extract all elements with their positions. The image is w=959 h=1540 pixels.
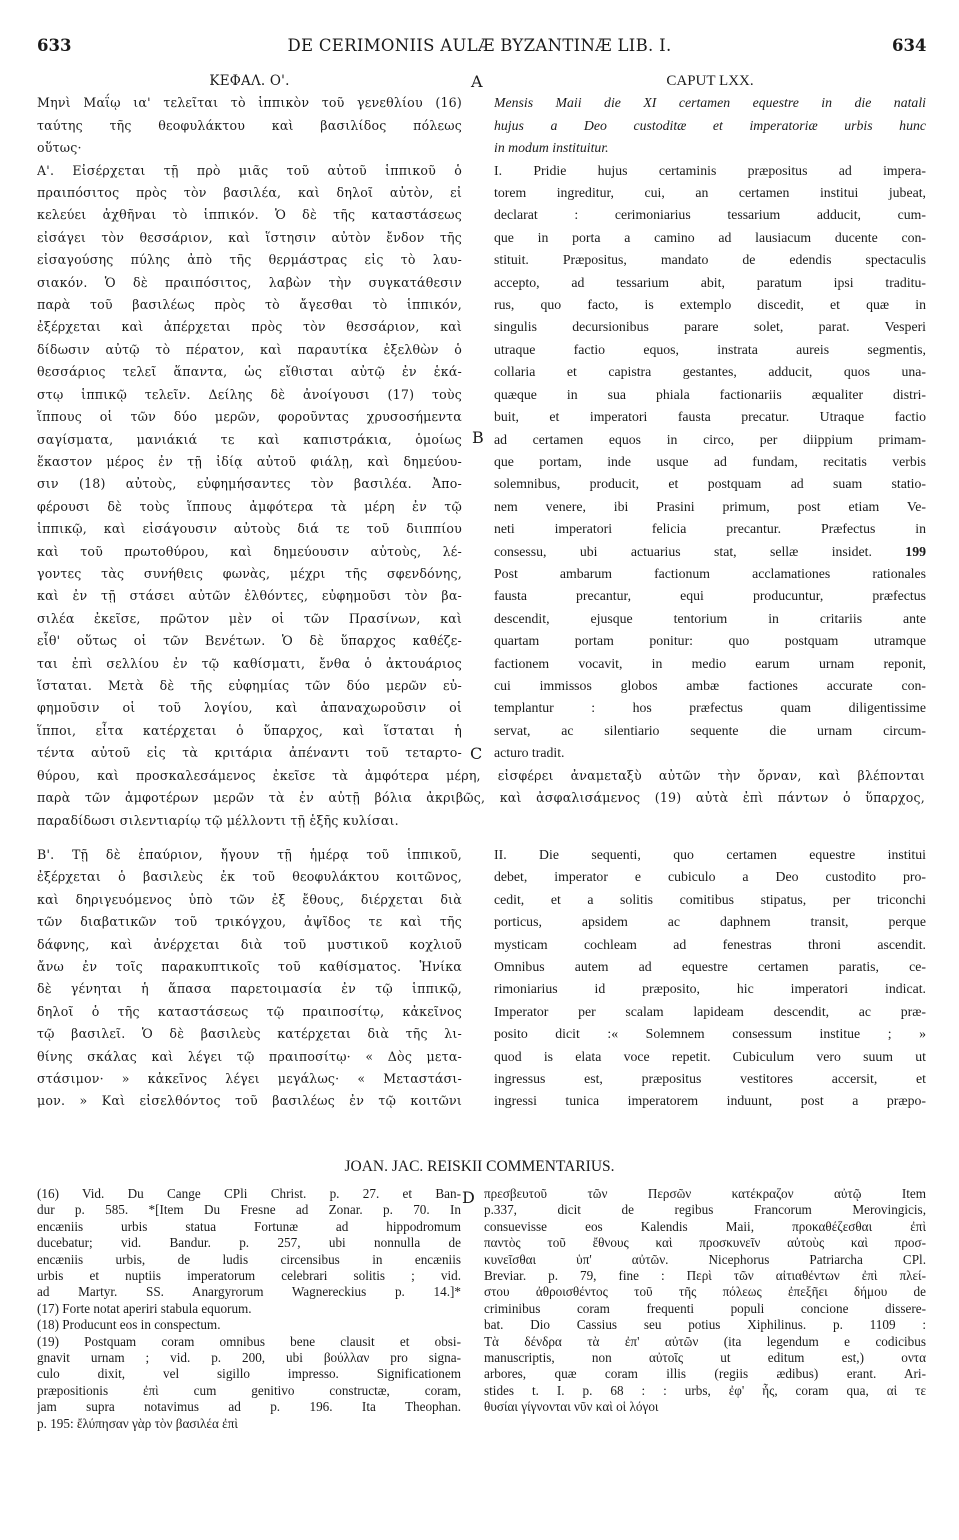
greek-chapter-heading: ΚΕΦΑΛ. Ο'. xyxy=(209,73,290,89)
greek-text-line: πραιπόσιτος πρὸς τὸν βασιλέα, καὶ δηλοῖ αὐτὸν, εἰ xyxy=(37,185,462,201)
greek-text-line: σιν (18) αὐτοὺς, εὐφημήσαντες τὸν βασιλέα. Ἀπο- xyxy=(37,476,462,492)
footnote-line: ducebatur; vid. Bandur. p. 257, ubi nonnulla de xyxy=(37,1235,461,1251)
greek-text-line: ἄνω ἐν τοῖς παρακυπτικοῖς τοῦ καθίσματος. Ἡνίκα xyxy=(37,959,462,975)
footnote-line: p.337, dicit de regibus Francorum Merovingicis, xyxy=(484,1202,926,1218)
greek-text-line: καὶ δηριγευόμενος ὑπὸ τῶν ἐξ ἔθους, διέρχεται διὰ xyxy=(37,891,462,907)
greek-text-line: εἰσάγει τὸν θεσσάριον, καὶ ἵστησιν αὐτὸν ἔνδον τῆς xyxy=(37,229,462,245)
greek-text-line: ἱππικῷ, καὶ εἰσάγουσιν αὐτοὺς διά τε τοῦ διιππίου xyxy=(37,521,462,537)
latin-text-line: cedit, et a solitis comitibus stipatus, per triconchi xyxy=(494,891,926,907)
latin-text-line: quæque in sua phiala factionariis æqualiter distri- xyxy=(494,386,926,402)
latin-text-line: fausta precantur, equi producuntur, præfectus xyxy=(494,588,926,604)
footnote-line: στου ἀθροισθέντος τοῦ τῆς πόλεως ἐπεξῆει δήμου de xyxy=(484,1284,926,1300)
greek-text-line: παρὰ τοῦ βασιλέως πρὸς τὸ ἄγεσθαι τὸ ἱππικόν, xyxy=(37,297,462,313)
greek-text-line: ἕκαστον μέρος ἐν τῇ ἰδίᾳ αὐτοῦ φιάλῃ, καὶ δημεύου- xyxy=(37,453,462,469)
footnote-line: dur p. 585. *[Item Du Fresne ad Zonar. p. 70. In xyxy=(37,1202,461,1218)
latin-text-line: descendit, ejusque tentorium in critariis ante xyxy=(494,610,926,626)
greek-text-line: σαγίσματα, μανιάκιά τε καὶ καπιστράκια, ὁμοίως xyxy=(37,431,462,447)
greek-text-line: γοντες τὰς συνήθεις φωνὰς, μέχρι τῆς σφενδόνης, xyxy=(37,565,462,581)
footnote-line: Τὰ δένδρα τὰ ἐπ' αὐτῶν (ita legendum e codicibus xyxy=(484,1333,926,1349)
greek-text-line: ταύτης τῆς θεοφυλάκτου καὶ βασιλίδος πόλεως xyxy=(37,117,462,133)
greek-text-line: φημοῦσιν οἱ τοῦ λογίου, καὶ ἀπαναχωροῦσιν οἱ xyxy=(37,700,462,716)
footnote-line: jam supra notavimus ad p. 196. Ita Theophan. xyxy=(37,1399,461,1415)
greek-text-line: σιλέα ἐκεῖσε, πρῶτον μὲν οἱ τῶν Πρασίνων, καὶ xyxy=(37,610,462,626)
latin-text-line: Omnibus autem ad equestre certamen paratis, ce- xyxy=(494,959,926,975)
latin-text-line: neti imperatori felicia precantur. Præfectus in xyxy=(494,521,926,537)
greek-full-line: παραδίδωσι σιλεντιαρίῳ τῷ μέλλοντι τῇ ἑξῆς κυλίσαι. xyxy=(37,812,399,828)
latin-text-line: factionem vocavit, in medio earum urnam reponit, xyxy=(494,655,926,671)
footnote-line: ad Martyr. SS. Anargyrorum Wagnereckius p. 14.]* xyxy=(37,1284,461,1300)
latin-text-line xyxy=(494,541,926,563)
latin-text-line: ingressus est, præpositus vestitores accersit, et xyxy=(494,1071,926,1087)
greek-text-line: καὶ ἐν τῇ στάσει αὐτῶν ἐλθόντες, εὐφημοῦσι τὸν βα- xyxy=(37,588,462,604)
footnote-line: Breviar. p. 79, fine : Περὶ τῶν αἰτιαθέντων ἐπὶ πλεί- xyxy=(484,1268,926,1284)
section-marker-a: A xyxy=(471,72,483,91)
footnote-line: præpositionis ἐπὶ cum genitivo constructæ, coram, xyxy=(37,1382,461,1398)
latin-text-line: rimoniarius id præposito, hic imperatori indicat. xyxy=(494,981,926,997)
greek-text-line: κελεύει ἀχθῆναι τὸ ἱππικόν. Ὁ δὲ τῆς καταστάσεως xyxy=(37,207,462,223)
latin-text-line: nem venere, ibi Prasini primum, post etiam Ve- xyxy=(494,498,926,514)
latin-text-line: que portam, inde usque ad fundam, recitatis verbis xyxy=(494,453,926,469)
footnote-line: arbores, quæ coram illis (regiis ædibus) erant. Ari- xyxy=(484,1366,926,1382)
latin-chapter-heading: CAPUT LXX. xyxy=(666,73,754,89)
greek-text-line: εἶθ' οὕτως οἱ τῶν Βενέτων. Ὁ δὲ ὕπαρχος καθέζε- xyxy=(37,633,462,649)
greek-text-line: καὶ τοῦ πρωτοθύρου, καὶ δημεύουσιν αὐτοὺς, λέ- xyxy=(37,543,462,559)
latin-intro-line: hujus a Deo custoditæ et imperatoriæ urbis hunc xyxy=(494,117,926,133)
section-marker-d: D xyxy=(462,1188,475,1207)
section-marker-b: B xyxy=(472,428,484,447)
latin-text-line: utraque factio equos, instrata aureis segmentis, xyxy=(494,341,926,357)
footnote-line: consuevisse eos Kalendis Maii, προκαθέζεσθαι ἐπὶ xyxy=(484,1218,926,1234)
greek-full-line: θύρου, καὶ προσκαλεσάμενος ἐκεῖσε τὰ ἀμφότερα μέρη, εἰσφέρει ἀναμεταξὺ αὐτῶν τὴν ὄρναν, καὶ βλέπονται xyxy=(37,768,925,783)
greek-text-line: σιακόν. Ὁ δὲ πραιπόσιτος, λαβὼν τὴν συγκατάθεσιν xyxy=(37,274,462,290)
latin-text-line: Post ambarum factionum acclamationes rationales xyxy=(494,565,926,581)
commentary-right-column xyxy=(484,1186,926,1416)
greek-full-width-text xyxy=(37,765,925,832)
greek-text-line: Β'. Τῇ δὲ ἐπαύριον, ἤγουν τῇ ἡμέρᾳ τοῦ ἱππικοῦ, xyxy=(37,847,462,862)
latin-text-line: templantur : hos præfectus quam diligentissime xyxy=(494,700,926,716)
latin-column-top xyxy=(494,70,926,765)
footnote-line: encæniis urbis, de ludis circensibus in encæniis xyxy=(37,1251,461,1267)
latin-text-line: I. Pridie hujus certaminis præpositus ad impera- xyxy=(494,162,926,178)
latin-text-line: accepto, ad tessarium abit, paratum ipsi traditu- xyxy=(494,274,926,290)
greek-text-line: δὲ γένηται ἡ ἅπασα παρετοιμασία ἐν τῷ ἱππικῷ, xyxy=(37,981,462,997)
latin-text-line: declarat : cerimoniarius tessarium adducit, cum- xyxy=(494,207,926,223)
greek-text-line: Α'. Εἰσέρχεται τῇ πρὸ μιᾶς τοῦ αὐτοῦ ἱππικοῦ ὁ xyxy=(37,162,462,178)
greek-text-line: τῶν διαβατικῶν τοῦ τρικόγχου, ἀψῖδος τε καὶ τῆς xyxy=(37,914,462,930)
greek-text-line: ἵπποι, εἶτα κατέρχεται ὁ ὕπαρχος, καὶ ἵσταται ἡ xyxy=(37,722,462,738)
greek-column-middle xyxy=(37,844,462,1113)
running-header xyxy=(0,36,959,58)
section-marker-c: C xyxy=(470,744,483,763)
footnote-line: criminibus coram frequenti populi concione dissere- xyxy=(484,1300,926,1316)
commentary-left-column xyxy=(37,1186,461,1432)
greek-text-line: μον. » Καὶ εἰσελθόντος τοῦ βασιλέως ἐν τῷ κοιτῶνι xyxy=(37,1093,462,1109)
footnote-line: encæniis urbis statua Fortunæ ad hippodromum xyxy=(37,1218,461,1234)
greek-text-line: ἵσταται. Μετὰ δὲ τῆς εὐφημίας τῶν δύο μερῶν εὐ- xyxy=(37,677,462,693)
latin-text-line: solemnibus, producit, et postquam ad suam statio- xyxy=(494,476,926,492)
latin-text-line: quod is elata voce repetit. Cubiculum vero suum ut xyxy=(494,1048,926,1064)
greek-text-line: ἵππους οἱ τῶν δύο μερῶν, φοροῦντας χρυσοσήμεντα xyxy=(37,409,462,425)
latin-text-line: rus, quo facto, is extemplo discedit, et quæ in xyxy=(494,297,926,313)
latin-intro-line: in modum instituitur. xyxy=(494,140,609,156)
footnote-line: p. 195: ἔλύπησαν γὰρ τὸν βασιλέα ἐπὶ xyxy=(37,1415,238,1431)
greek-column-top xyxy=(37,70,462,765)
latin-text-line: ad certamen equos in circo, per diippium primam- xyxy=(494,431,926,447)
page-number-left: 633 xyxy=(37,36,72,55)
footnote-line: (16) Vid. Du Cange CPli Christ. p. 27. et Ban- xyxy=(37,1186,461,1201)
greek-text-line: ἐξέρχεται ὁ βασιλεὺς ἐκ τοῦ θεοφυλάκτου κοιτῶνος, xyxy=(37,869,462,885)
greek-text-line: στάσιμον· » κἀκεῖνος λέγει μεγάλως· « Μεταστάσι- xyxy=(37,1071,462,1087)
latin-text-line: debet, imperator e cubiculo a Deo custodito pro- xyxy=(494,869,926,885)
footnote-line: πρεσβευτοῦ τῶν Περσῶν κατέκραζον αὐτῷ Item xyxy=(484,1186,926,1201)
latin-text-line: singulis decursionibus parare solet, parat. Vesperi xyxy=(494,319,926,335)
greek-text-line: εἰσαγούσης πύλης ἀπὸ τῆς θερμάστρας εἰς τὸ λαυ- xyxy=(37,252,462,268)
latin-text-line: posito dicit :« Solemnem consessum institue ; » xyxy=(494,1026,926,1042)
latin-text-line: collaria et capistra gestantes, adducit, quos una- xyxy=(494,364,926,380)
greek-text-line: δίδωσιν αὐτῷ τὸ πέρατον, καὶ παραυτίκα ἐξελθὼν ὁ xyxy=(37,341,462,357)
latin-text-line: buit, et imperatori fausta precatur. Utraque factio xyxy=(494,409,926,425)
footnote-line: (19) Postquam coram omnibus bene clausit et obsi- xyxy=(37,1333,461,1349)
latin-text-line: porticus, apsidem ac daphnem transit, perque xyxy=(494,914,926,930)
commentary-title: JOAN. JAC. REISKII COMMENTARIUS. xyxy=(344,1158,615,1175)
greek-text-line: θίνης σκάλας καὶ λέγει τῷ πραιποσίτῳ· « Δὸς μετα- xyxy=(37,1048,462,1064)
greek-text-line: τῷ βασιλεῖ. Ὁ δὲ βασιλεὺς κατέρχεται διὰ τῆς λι- xyxy=(37,1026,462,1042)
footnote-line: urbis et nuptiis imperatorum celebrari solitis ; vid. xyxy=(37,1268,461,1284)
latin-text-line: cui immissos globos ambæ factiones accurate con- xyxy=(494,677,926,693)
greek-full-line: παρὰ τῶν ἀμφοτέρων μερῶν τὰ ἐν αὐτῇ βόλια ἀκριβῶς, καὶ ἀσφαλισάμενος (19) αὐτὰ ἐπὶ πάντων ὁ ὕπαρχος, xyxy=(37,790,925,806)
latin-intro-line: Mensis Maii die XI certamen equestre in die natali xyxy=(494,95,926,111)
latin-text-line: que in porta a camino ad lausiacum ducente con- xyxy=(494,229,926,245)
footnote-line: θυσίαι γίγνονται νῦν καὶ οἱ λόγοι xyxy=(484,1399,659,1415)
footnote-line: culo dixit, vel sigillo impresso. Significationem xyxy=(37,1366,461,1382)
latin-text-line: torem ingreditur, cui, an certamen institui jubeat, xyxy=(494,185,926,201)
greek-text-line: Μηνὶ Μαΐῳ ια' τελεῖται τὸ ἱππικὸν τοῦ γενεθλίου (16) xyxy=(37,95,462,111)
footnote-line: manuscriptis, non αὐτοῖς ut editum est,) οντα xyxy=(484,1350,926,1366)
greek-text-line: δάφνης, καὶ ἀνέρχεται διὰ τοῦ μυστικοῦ κοχλιοῦ xyxy=(37,936,462,952)
latin-text-line: servat, ac silentiario sequente die urnam circum- xyxy=(494,722,926,738)
greek-text-line: στῳ ἱππικῷ τελεῖν. Δείλης δὲ ἀνοίγουσι (17) τοὺς xyxy=(37,386,462,402)
footnote-line: bat. Dio Cassius seu potius Xiphilinus. p. 1109 : xyxy=(484,1317,926,1333)
page-reference: 199 xyxy=(905,543,926,559)
latin-column-middle xyxy=(494,844,926,1113)
greek-text-line: φέρουσι δὲ τοὺς ἵππους ἀμφότερα τὰ μέρη ἐν τῷ xyxy=(37,498,462,514)
footnote-line: (18) Producunt eos in conspectum. xyxy=(37,1317,221,1333)
latin-text-line: quartam portam ponitur: quo postquam utramque xyxy=(494,633,926,649)
footnote-line: (17) Forte notat aperiri stabula equorum. xyxy=(37,1300,252,1316)
greek-text-line: τέντα αὐτοῦ εἰς τὰ κριτάρια ἀπέναντι τοῦ τεταρτο- xyxy=(37,745,462,761)
latin-text-line: II. Die sequenti, quo certamen equestre institui xyxy=(494,847,926,862)
page-number-right: 634 xyxy=(892,36,927,55)
latin-text-fragment: consessu, ubi actuarius stat, sellæ insidet. xyxy=(494,543,906,559)
greek-text-line: ται ἐπὶ σελλίου ἐν τῷ καθίσματι, ἔνθα ὁ ἀκτουάριος xyxy=(37,655,462,671)
footnote-line: παντὸς τοῦ ἔθνους καὶ προσκυνεῖν αὐτοὺς καὶ προσ- xyxy=(484,1235,926,1251)
latin-text-line: mysticam cochleam ad fenestras throni ascendit. xyxy=(494,936,926,952)
footnote-line: κυνεῖσθαι ὑπ' αὐτῶν. Nicephorus Patriarcha CPl. xyxy=(484,1251,926,1267)
latin-text-line: acturo tradit. xyxy=(494,745,565,761)
latin-text-line: stituit. Præpositus, mandato de edendis spectaculis xyxy=(494,252,926,268)
latin-text-line: ingressi tunica imperatorem induunt, post a præpo- xyxy=(494,1093,926,1109)
footnote-line: stides t. I. p. 68 : : urbs, ἐφ' ἧς, coram qua, αἱ τε xyxy=(484,1382,926,1398)
latin-text-line: Imperator per scalam lapideam descendit, ac præ- xyxy=(494,1003,926,1019)
greek-text-line: θεσσάριος τελεῖ ἅπαντα, ὡς εἴθισται αὐτῷ ἐν ἑκά- xyxy=(37,364,462,380)
footnote-line: gnavit urnam ; vid. p. 200, ubi βούλλαν pro signa- xyxy=(37,1350,461,1366)
greek-text-line: οὕτως· xyxy=(37,140,82,156)
running-title: DE CERIMONIIS AULÆ BYZANTINÆ LIB. I. xyxy=(287,36,672,55)
greek-text-line: ἐξέρχεται καὶ ἀπέρχεται πρὸς τὸν θεσσάριον, καὶ xyxy=(37,319,462,335)
greek-text-line: δηλοῖ ὁ τῆς καταστάσεως τῷ πραιποσίτῳ, κἀκεῖνος xyxy=(37,1003,462,1019)
